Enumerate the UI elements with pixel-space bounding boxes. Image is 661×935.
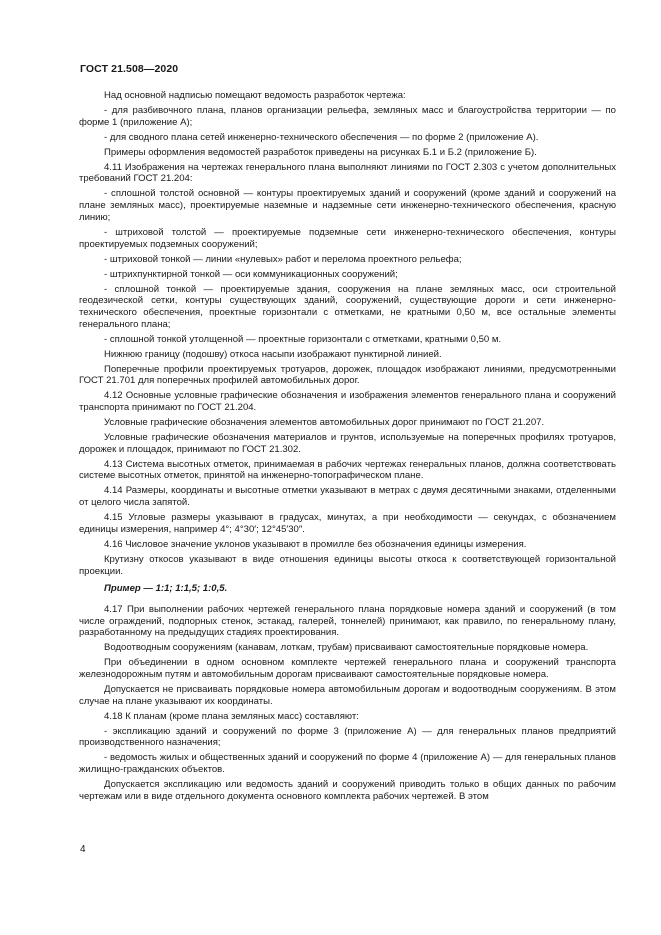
paragraph: Водоотводным сооружениям (канавам, лоткам, трубам) присваивают самостоятельные порядковые номера. (104, 642, 589, 654)
list-item: - сплошной толстой основной — контуры проектируемых зданий и сооружений (кроме зданий и сооружений на плане земляных масс), проектируемые наземные и надземные сети инженерно-технического обеспечения, красную линию; (79, 188, 616, 223)
paragraph: 4.13 Система высотных отметок, принимаемая в рабочих чертежах генеральных планов, должна соответствовать системе высотных отметок, принятой на инженерно-топографическом плане. (79, 458, 616, 482)
list-item: - сплошной тонкой утолщенной — проектные горизонтали с отметками, кратными 0,50 м. (104, 333, 502, 345)
paragraph: Условные графические обозначения материалов и грунтов, используемые на поперечных профилях тротуаров, дорожек и площадок, принимают по ГОСТ 21.302. (79, 432, 616, 455)
example-line (79, 583, 616, 595)
list-item: - штриховой тонкой — линии «нулевых» работ и перелома проектного рельефа; (104, 253, 462, 265)
list-item: - ведомость жилых и общественных зданий и сооружений по форме 4 (приложение А) — для генеральных планов жилищно-гражданских объектов. (79, 752, 616, 776)
paragraph: Нижнюю границу (подошву) откоса насыпи изображают пунктирной линией. (104, 348, 442, 360)
paragraph: Условные графические обозначения элементов автомобильных дорог принимают по ГОСТ 21.207. (104, 417, 545, 429)
document-header: ГОСТ 21.508—2020 (80, 63, 179, 75)
paragraph: Крутизну откосов указывают в виде отношения единицы высоты откоса к соответствующей горизонтальной проекции. (79, 553, 616, 577)
paragraph: 4.16 Числовое значение уклонов указывают в промилле без обозначения единицы измерения. (104, 538, 527, 550)
example-label: Пример (104, 583, 141, 595)
paragraph: 4.15 Угловые размеры указывают в градусах, минутах, а при необходимости — секундах, с обозначением единицы измерения, например 4°; 4°30′; 12°45′30″. (79, 512, 616, 535)
paragraph: Примеры оформления ведомостей разработок приведены на рисунках Б.1 и Б.2 (приложение Б). (104, 146, 537, 158)
paragraph: 4.11 Изображения на чертежах генерального плана выполняют линиями по ГОСТ 2.303 с учетом дополнительных требований ГОСТ 21.204: (79, 161, 616, 185)
paragraph: 4.14 Размеры, координаты и высотные отметки указывают в метрах с двумя десятичными знаками, отделенными от целого числа запятой. (79, 485, 616, 509)
document-body (79, 90, 616, 806)
paragraph: 4.17 При выполнении рабочих чертежей генерального плана порядковые номера зданий и сооружений (в том числе ограждений, подпорных стенок, эстакад, галерей, тоннелей) принимают, как правило, по генеральному плану, разработанному на предыдущих стадиях проектирования. (79, 603, 616, 639)
paragraph: Допускается не присваивать порядковые номера автомобильным дорогам и водоотводным сооружениям. В этом случае на плане указывают их координаты. (79, 684, 616, 707)
list-item: - штрихпунктирной тонкой — оси коммуникационных сооружений; (104, 268, 398, 280)
list-item: - для сводного плана сетей инженерно-технического обеспечения — по форме 2 (приложение А). (104, 131, 539, 143)
example-value: — 1:1; 1:1,5; 1:0,5. (140, 583, 228, 595)
list-item: - для разбивочного плана, планов организации рельефа, земляных масс и благоустройства территории — по форме 1 (приложение А); (79, 105, 616, 128)
list-item: - сплошной тонкой — проектируемые здания, сооружения на плане земляных масс, оси строительной геодезической сетки, контуры существующих зданий, сооружений, существующие дороги и сети инженерно-технического обеспечения, проектные горизонтали с отметками, не кратными 0,50 м, все остальные элементы генерального плана; (79, 283, 616, 330)
paragraph: 4.18 К планам (кроме плана земляных масс) составляют: (104, 710, 359, 722)
paragraph: Поперечные профили проектируемых тротуаров, дорожек, площадок изображают линиями, предусмотренными ГОСТ 21.701 для поперечных профилей автомобильных дорог. (79, 363, 616, 387)
page-number: 4 (80, 844, 86, 855)
paragraph: Над основной надписью помещают ведомость разработок чертежа: (104, 90, 406, 101)
list-item: - штриховой толстой — проектируемые подземные сети инженерно-технического обеспечения, контуры проектируемых подземных сооружений; (79, 226, 616, 250)
paragraph: Допускается экспликацию или ведомость зданий и сооружений приводить только в общих данных по рабочим чертежам или в виде отдельного документа основного комплекта рабочих чертежей. В этом (79, 779, 616, 802)
list-item: - экспликацию зданий и сооружений по форме 3 (приложение А) — для генеральных планов предприятий производственного назначения; (79, 725, 616, 749)
paragraph: При объединении в одном основном комплекте чертежей генерального плана и сооружений транспорта железнодорожным путям и автомобильным дорогам присваивают самостоятельные порядковые номера. (79, 657, 616, 681)
paragraph: 4.12 Основные условные графические обозначения и изображения элементов генерального плана и сооружений транспорта принимают по ГОСТ 21.204. (79, 390, 616, 414)
